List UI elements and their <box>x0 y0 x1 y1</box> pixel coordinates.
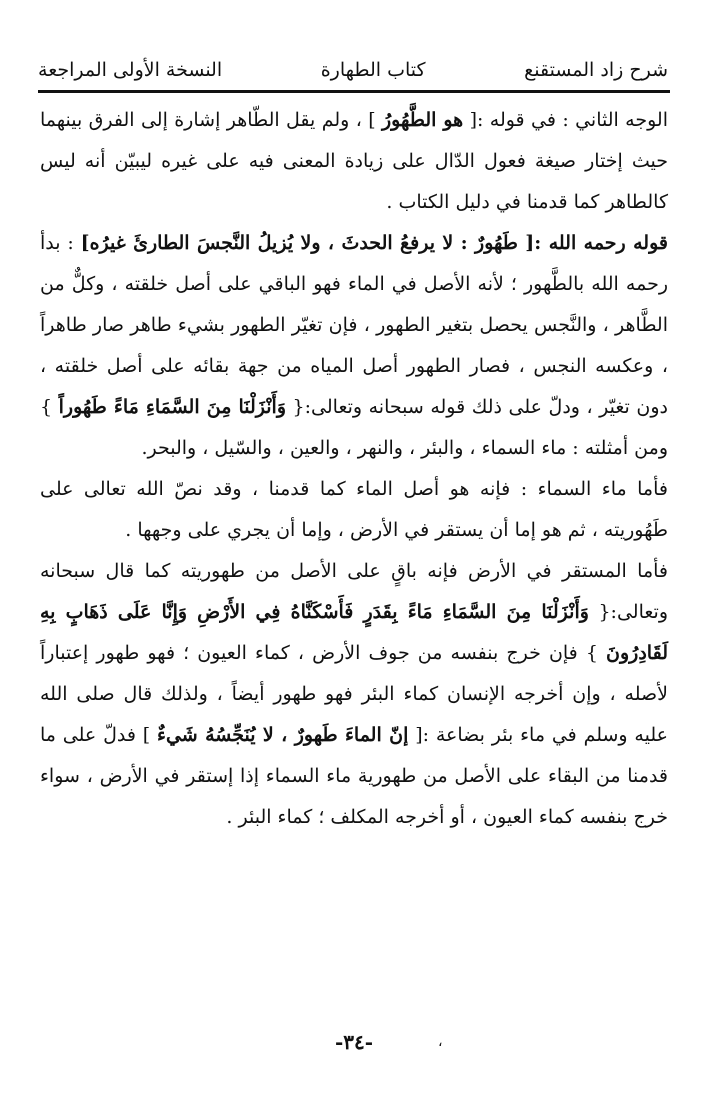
quoted-text: إنّ الماءَ طَهورٌ ، لا يُنَجِّسُهُ شَيءٌ <box>157 724 409 746</box>
header-book-title: شرح زاد المستقنع <box>524 59 668 81</box>
quoted-text: هو الطَّهُورُ <box>382 109 464 131</box>
page-number: -٣٤- <box>334 1030 374 1054</box>
quoted-text: وَأَنْزَلْنَا مِنَ السَّمَاءِ مَاءً طَهُوراً <box>58 396 287 418</box>
stray-mark: ، <box>438 1034 443 1050</box>
paragraph <box>40 469 668 551</box>
header-edition-note: النسخة الأولى المراجعة <box>38 59 223 81</box>
paragraph <box>40 100 668 223</box>
text-run: : بدأ رحمه الله بالطَّهور ؛ لأنه الأصل في الماء فهو الباقي على أصل خلقته ، وكلٌّ من الطَّاهر ، والنَّجس يحصل بتغير الطهور ، فإن تغيّر الطهور بشيء طاهر صار طاهراً ، وعكسه النجس ، فصار الطهور أصل المياه من جهة بقائه على أصل خلقته ، دون تغيّر ، ودلّ على ذلك قوله سبحانه وتعالى:{ <box>40 232 668 418</box>
text-run: ] ، ولم يقل الطّاهر إشارة إلى الفرق بينهما حيث إختار صيغة فعول الدّال على زيادة المعنى فيه على غيره ليبيّن أنه ليس كالطاهر كما قدمنا في دليل الكتاب . <box>40 109 668 213</box>
text-run: ] فدلّ على ما قدمنا من البقاء على الأصل من طهورية ماء السماء إذا إستقر في الأرض ، سواء خرج بنفسه كماء العيون ، أو أخرجه المكلف ؛ كماء البئر . <box>40 724 668 828</box>
text-run: الوجه الثاني : في قوله :[ <box>463 109 668 131</box>
quoted-text: وَأَنْزَلْنَا مِنَ السَّمَاءِ مَاءً بِقَدَرٍ فَأَسْكَنَّاهُ فِي الأَرْضِ وَإِنَّا عَلَى ذَهَابٍ بِهِ لَقَادِرُونَ <box>40 601 668 664</box>
header-chapter-title: كتاب الطهارة <box>320 59 426 81</box>
body-text <box>40 100 668 1020</box>
paragraph <box>40 551 668 838</box>
quoted-text: قوله رحمه الله :[ طَهُورٌ : لا يرفعُ الحدثَ ، ولا يُزيلُ النَّجسَ الطارئَ غيرُه] <box>80 232 668 254</box>
running-header <box>38 52 668 88</box>
text-run: } فإن خرج بنفسه من جوف الأرض ، كماء العيون ؛ فهو طهور إعتباراً لأصله ، وإن أخرجه الإنسان كماء البئر فهو طهور أيضاً ، ولذلك قال صلى الله عليه وسلم في ماء بئر بضاعة :[ <box>40 642 668 746</box>
text-run: فأما ماء السماء : فإنه هو أصل الماء كما قدمنا ، وقد نصّ الله تعالى على طَهُوريته ، ثم هو إما أن يستقر في الأرض ، وإما أن يجري على وجهها . <box>40 478 668 541</box>
paragraph <box>40 223 668 469</box>
text-run: فأما المستقر في الأرض فإنه باقٍ على الأصل من طهوريته كما قال سبحانه وتعالى:{ <box>40 560 668 623</box>
header-divider <box>38 90 670 93</box>
text-run: } ومن أمثلته : ماء السماء ، والبئر ، والنهر ، والعين ، والسّيل ، والبحر. <box>40 396 668 459</box>
